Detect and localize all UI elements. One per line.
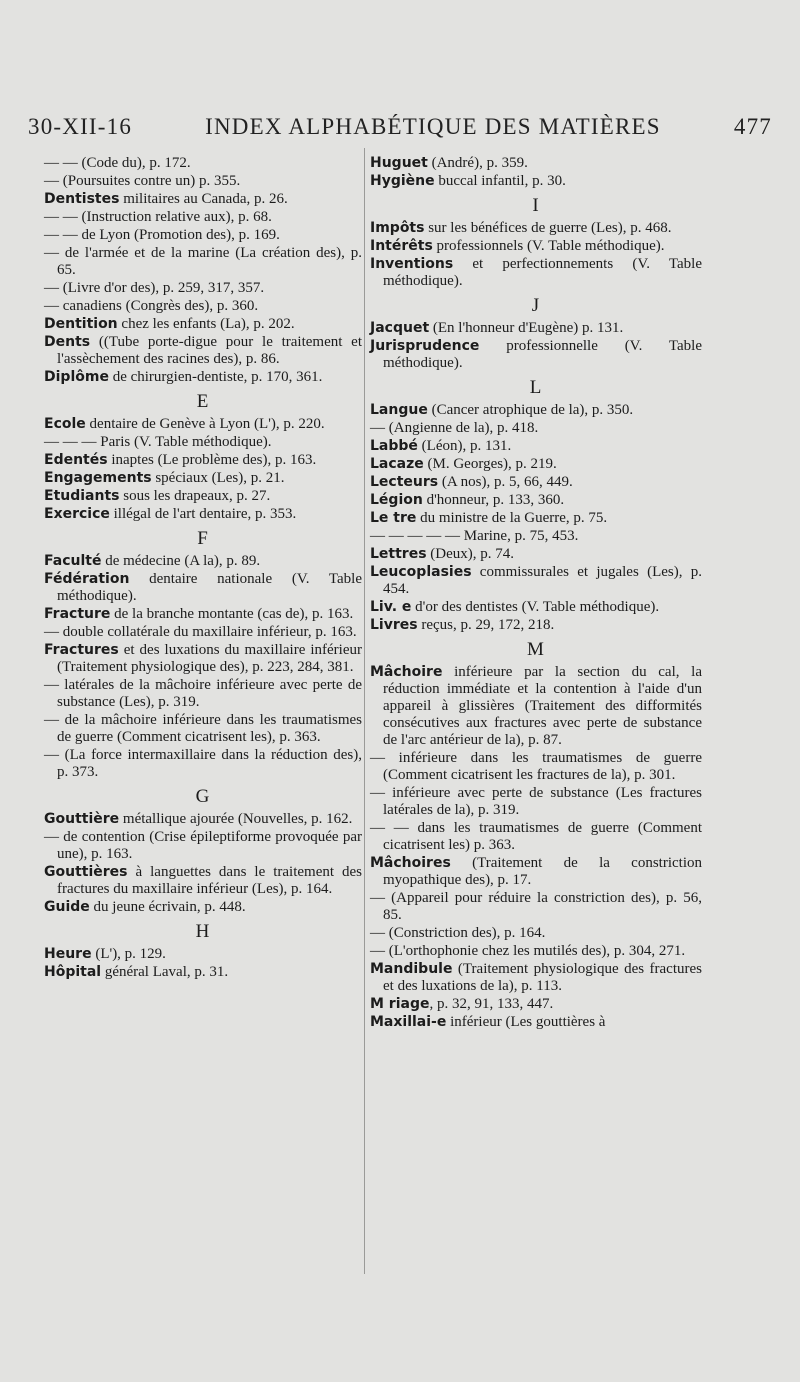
entry-term: Faculté (44, 553, 102, 569)
entry-term: Mâchoire (370, 664, 443, 680)
index-entry (44, 712, 362, 746)
index-entry (44, 677, 362, 711)
entry-text: — (La force intermaxillaire dans la réduction des), p. 373. (44, 747, 362, 780)
index-entry (370, 338, 702, 372)
index-entry (370, 599, 702, 616)
index-entry (370, 546, 702, 563)
index-entry (44, 811, 362, 828)
entry-text: métallique ajourée (Nouvelles, p. 162. (119, 811, 353, 827)
entry-text: — — dans les traumatismes de guerre (Comment cicatrisent les) p. 363. (370, 820, 702, 853)
index-entry (370, 456, 702, 473)
entry-text: de la branche montante (cas de), p. 163. (110, 606, 354, 622)
entry-text: ((Tube porte-digue pour le traitement et l'assèchement des racines des), p. 86. (57, 334, 362, 367)
index-entry (370, 820, 702, 854)
entry-term: Leucoplasies (370, 564, 472, 580)
index-entry (44, 334, 362, 368)
entry-text: inférieure par la section du cal, la réduction immédiate et la contention à l'aide d'un appareil à glissières (Traitement des difformités consécutives aux fractures avec perte de substance de l'arc antérieur de la), p. 87. (383, 664, 702, 748)
entry-term: Diplôme (44, 369, 109, 385)
entry-term: Légion (370, 492, 423, 508)
index-entry (370, 564, 702, 598)
entry-text: inférieur (Les gouttières à (446, 1014, 606, 1030)
entry-text: , p. 32, 91, 133, 447. (429, 996, 554, 1012)
index-entry (370, 1014, 702, 1031)
index-entry (44, 416, 362, 433)
section-letter: J (531, 295, 541, 316)
entry-term: Gouttières (44, 864, 128, 880)
index-entry (370, 474, 702, 491)
index-entry (370, 420, 702, 437)
entry-text: et des luxations du maxillaire inférieur (Traitement physiologique des), p. 223, 284, 381. (57, 642, 362, 675)
index-entry (370, 785, 702, 819)
index-entry (44, 369, 362, 386)
index-entry (44, 227, 362, 244)
entry-text: commissurales et jugales (Les), p. 454. (383, 564, 702, 597)
entry-term: Impôts (370, 220, 425, 236)
index-entry (44, 316, 362, 333)
index-entry (44, 571, 362, 605)
index-entry (44, 280, 362, 297)
entry-text: (André), p. 359. (427, 155, 528, 171)
entry-term: Livres (370, 617, 418, 633)
right-column (370, 155, 702, 1032)
entry-text: chez les enfants (La), p. 202. (117, 316, 295, 332)
entry-term: Engagements (44, 470, 152, 486)
entry-text: — inférieure avec perte de substance (Les fractures latérales de la), p. 319. (370, 785, 702, 818)
entry-term: Mandibule (370, 961, 453, 977)
entry-text: — de contention (Crise épileptiforme provoquée par une), p. 163. (44, 829, 362, 862)
entry-term: Liv. e (370, 599, 412, 615)
index-entry (44, 488, 362, 505)
index-entry (44, 452, 362, 469)
entry-text: (Deux), p. 74. (426, 546, 515, 562)
section-letter: E (196, 391, 210, 412)
entry-text: de médecine (A la), p. 89. (101, 553, 261, 569)
index-entry (44, 470, 362, 487)
entry-text: dentaire nationale (V. Table méthodique). (57, 571, 362, 604)
index-entry (44, 173, 362, 190)
index-entry (44, 606, 362, 623)
entry-text: (M. Georges), p. 219. (423, 456, 557, 472)
entry-text: (Cancer atrophique de la), p. 350. (427, 402, 634, 418)
index-entry (370, 510, 702, 527)
entry-text: dentaire de Genève à Lyon (L'), p. 220. (85, 416, 325, 432)
section-letter: F (197, 528, 209, 549)
index-entry (370, 220, 702, 237)
entry-term: Etudiants (44, 488, 120, 504)
entry-text: (Traitement de la constriction myopathique des), p. 17. (383, 855, 702, 888)
entry-text: d'honneur, p. 133, 360. (422, 492, 565, 508)
index-entry (44, 642, 362, 676)
page-header (28, 114, 772, 140)
index-entry (370, 750, 702, 784)
entry-term: Exercice (44, 506, 110, 522)
entry-text: — (Livre d'or des), p. 259, 317, 357. (44, 280, 265, 296)
entry-text: — (Constriction des), p. 164. (370, 925, 546, 941)
header-page-number: 477 (733, 114, 772, 139)
entry-term: Ecole (44, 416, 86, 432)
section-letter: L (529, 377, 543, 398)
section-letter: I (532, 195, 540, 216)
entry-term: Langue (370, 402, 428, 418)
index-entry (44, 864, 362, 898)
index-entry (370, 528, 702, 545)
section-letter: H (195, 921, 211, 942)
entry-text: (Léon), p. 131. (417, 438, 512, 454)
entry-text: buccal infantil, p. 30. (434, 173, 566, 189)
index-entry (370, 996, 702, 1013)
index-entry (44, 245, 362, 279)
entry-term: Dentition (44, 316, 118, 332)
entry-term: Inventions (370, 256, 454, 272)
entry-text: — (Angienne de la), p. 418. (370, 420, 539, 436)
entry-text: — (Appareil pour réduire la constriction des), p. 56, 85. (370, 890, 702, 923)
entry-term: Huguet (370, 155, 428, 171)
entry-text: — inférieure dans les traumatismes de guerre (Comment cicatrisent les fractures de la), p. 301. (370, 750, 702, 783)
entry-term: Fractures (44, 642, 119, 658)
index-entry (370, 256, 702, 290)
entry-text: — canadiens (Congrès des), p. 360. (44, 298, 259, 314)
entry-text: d'or des dentistes (V. Table méthodique). (411, 599, 660, 615)
entry-term: Lecteurs (370, 474, 439, 490)
entry-text: (A nos), p. 5, 66, 449. (438, 474, 573, 490)
entry-text: — de l'armée et de la marine (La création des), p. 65. (44, 245, 362, 278)
header-title: INDEX ALPHABÉTIQUE DES MATIÈRES (205, 114, 661, 139)
section-letter: M (527, 639, 545, 660)
index-entry (370, 617, 702, 634)
index-entry (370, 492, 702, 509)
entry-term: Gouttière (44, 811, 120, 827)
index-entry (44, 946, 362, 963)
index-entry (44, 747, 362, 781)
entry-text: — (L'orthophonie chez les mutilés des), p. 304, 271. (370, 943, 686, 959)
index-entry (370, 173, 702, 190)
entry-term: Maxillai-e (370, 1014, 447, 1030)
entry-term: Guide (44, 899, 90, 915)
column-divider (364, 148, 365, 1274)
entry-term: Hygiène (370, 173, 435, 189)
index-entry (44, 434, 362, 451)
entry-term: Fédération (44, 571, 130, 587)
index-entry (370, 855, 702, 889)
entry-text: sur les bénéfices de guerre (Les), p. 468. (424, 220, 672, 236)
index-entry (44, 553, 362, 570)
entry-text: professionnels (V. Table méthodique). (432, 238, 665, 254)
entry-term: Edentés (44, 452, 108, 468)
entry-term: Lettres (370, 546, 427, 562)
entry-text: — — (Instruction relative aux), p. 68. (44, 209, 272, 225)
index-entry (44, 209, 362, 226)
entry-text: et perfectionnements (V. Table méthodique). (383, 256, 702, 289)
entry-term: M riage (370, 996, 430, 1012)
entry-term: Jacquet (370, 320, 430, 336)
entry-text: militaires au Canada, p. 26. (119, 191, 288, 207)
entry-text: — latérales de la mâchoire inférieure avec perte de substance (Les), p. 319. (44, 677, 362, 710)
entry-text: sous les drapeaux, p. 27. (119, 488, 271, 504)
entry-text: du jeune écrivain, p. 448. (89, 899, 246, 915)
entry-term: Mâchoires (370, 855, 451, 871)
index-entry (370, 438, 702, 455)
index-entry (370, 890, 702, 924)
index-entry (44, 298, 362, 315)
entry-text: de chirurgien-dentiste, p. 170, 361. (108, 369, 323, 385)
entry-text: — de la mâchoire inférieure dans les traumatismes de guerre (Comment cicatrisent les), p. 363. (44, 712, 362, 745)
entry-term: Lacaze (370, 456, 424, 472)
entry-text: — double collatérale du maxillaire inférieur, p. 163. (44, 624, 357, 640)
header-date: 30-XII-16 (28, 114, 133, 139)
index-entry (370, 925, 702, 942)
entry-text: inaptes (Le problème des), p. 163. (107, 452, 317, 468)
entry-text: reçus, p. 29, 172, 218. (417, 617, 555, 633)
index-entry (44, 191, 362, 208)
entry-text: — (Poursuites contre un) p. 355. (44, 173, 241, 189)
entry-text: — — (Code du), p. 172. (44, 155, 191, 171)
section-letter: G (195, 786, 211, 807)
entry-text: — — — Paris (V. Table méthodique). (44, 434, 272, 450)
entry-text: — — — — — Marine, p. 75, 453. (370, 528, 579, 544)
entry-term: Jurisprudence (370, 338, 480, 354)
index-entry (370, 664, 702, 749)
entry-text: spéciaux (Les), p. 21. (151, 470, 285, 486)
entry-text: (Traitement physiologique des fractures et des luxations de la), p. 113. (383, 961, 702, 994)
index-entry (370, 155, 702, 172)
entry-term: Labbé (370, 438, 418, 454)
index-entry (370, 943, 702, 960)
entry-text: à languettes dans le traitement des fractures du maxillaire inférieur (Les), p. 164. (57, 864, 362, 897)
entry-text: — — de Lyon (Promotion des), p. 169. (44, 227, 280, 243)
index-entry (370, 961, 702, 995)
entry-text: illégal de l'art dentaire, p. 353. (109, 506, 297, 522)
index-entry (370, 238, 702, 255)
entry-term: Fracture (44, 606, 111, 622)
entry-term: Dents (44, 334, 91, 350)
entry-term: Intérêts (370, 238, 433, 254)
index-entry (44, 624, 362, 641)
entry-term: Le tre (370, 510, 417, 526)
entry-term: Hôpital (44, 964, 102, 980)
index-entry (44, 506, 362, 523)
entry-text: professionnelle (V. Table méthodique). (383, 338, 702, 371)
entry-text: (L'), p. 129. (91, 946, 166, 962)
index-entry (44, 829, 362, 863)
index-entry (44, 155, 362, 172)
entry-text: (En l'honneur d'Eugène) p. 131. (429, 320, 624, 336)
index-entry (370, 320, 702, 337)
index-entry (44, 899, 362, 916)
entry-text: général Laval, p. 31. (101, 964, 229, 980)
index-entry (44, 964, 362, 981)
entry-text: du ministre de la Guerre, p. 75. (416, 510, 608, 526)
entry-term: Heure (44, 946, 92, 962)
index-entry (370, 402, 702, 419)
entry-term: Dentistes (44, 191, 120, 207)
left-column (44, 155, 362, 982)
